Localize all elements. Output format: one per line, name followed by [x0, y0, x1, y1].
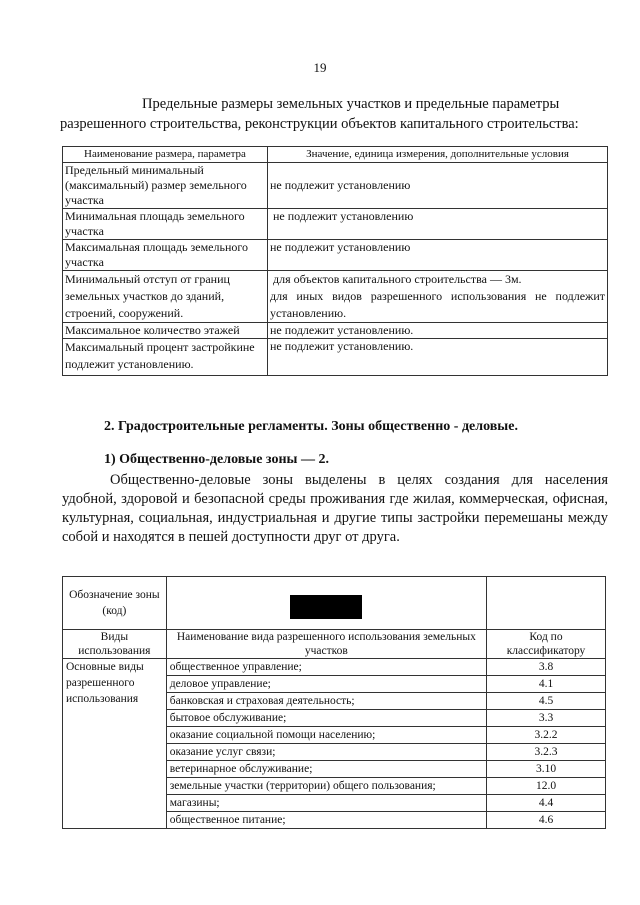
zone-group-label: Основные виды разрешенного использования — [63, 659, 167, 829]
table-row — [63, 240, 608, 271]
zone-use-code: 3.2.3 — [487, 744, 606, 761]
zone-use-code: 3.10 — [487, 761, 606, 778]
limits-header-name: Наименование размера, параметра — [63, 147, 268, 163]
limits-table-header — [63, 147, 608, 163]
zone-use-code: 4.6 — [487, 812, 606, 829]
zone-use-code: 12.0 — [487, 778, 606, 795]
zone-use-name: банковская и страховая деятельность; — [166, 693, 486, 710]
zone-empty-cell — [487, 577, 606, 630]
zone-use-name: деловое управление; — [166, 676, 486, 693]
table-row — [63, 659, 606, 676]
zone-use-code: 4.5 — [487, 693, 606, 710]
zone-table-header — [63, 630, 606, 659]
zone-use-code: 3.2.2 — [487, 727, 606, 744]
limits-row-name: Максимальная площадь земельного участка — [63, 240, 268, 271]
limits-row-value: не подлежит установлению — [268, 163, 608, 209]
zone-code-cell — [166, 577, 486, 630]
zone-table — [62, 576, 606, 829]
zone-use-name: оказание социальной помощи населению; — [166, 727, 486, 744]
zone-use-code: 3.3 — [487, 710, 606, 727]
limits-table — [62, 146, 608, 376]
section-title-line2: разрешенного строительства, реконструкции объектов капитального строительства: — [60, 116, 579, 132]
limits-row-name: Максимальный процент застройкине подлежит установлению. — [63, 339, 268, 376]
zone-header-type: Виды использования — [63, 630, 167, 659]
redacted-block — [290, 595, 362, 619]
table-row — [63, 163, 608, 209]
zone-description-text: Общественно-деловые зоны выделены в целях создания для населения удобной, здоровой и безопасной среды проживания где жилая, коммерческая, офисная, культурная, социальная, индустриальная и другие типы застройки перемешаны между собой и находятся в пешей доступности друг от друга. — [62, 472, 608, 545]
zone-use-name: земельные участки (территории) общего пользования; — [166, 778, 486, 795]
limits-row-value-cell — [268, 271, 608, 323]
limits-row-name: Минимальная площадь земельного участка — [63, 209, 268, 240]
limits-row-value: не подлежит установлению. — [268, 339, 608, 376]
limits-row-name: Предельный минимальный (максимальный) размер земельного участка — [63, 163, 268, 209]
limits-row-value: не подлежит установлению. — [268, 323, 608, 339]
zone-use-name: общественное управление; — [166, 659, 486, 676]
zone-designation-label: Обозначение зоны (код) — [63, 577, 167, 630]
zone-header-code: Код по классификатору — [487, 630, 606, 659]
heading-zone: 1) Общественно-деловые зоны — 2. — [104, 452, 329, 467]
zone-use-name: бытовое обслуживание; — [166, 710, 486, 727]
section-title — [60, 94, 600, 134]
limits-row-name: Максимальное количество этажей — [63, 323, 268, 339]
limits-header-value: Значение, единица измерения, дополнительные условия — [268, 147, 608, 163]
limits-row-value: не подлежит установлению — [268, 240, 608, 271]
zone-header-name: Наименование вида разрешенного использования земельных участков — [166, 630, 486, 659]
zone-use-code: 4.1 — [487, 676, 606, 693]
section-title-line1: Предельные размеры земельных участков и предельные параметры — [142, 96, 560, 112]
zone-use-name: магазины; — [166, 795, 486, 812]
zone-use-code: 3.8 — [487, 659, 606, 676]
zone-use-code: 4.4 — [487, 795, 606, 812]
limits-row-name: Минимальный отступ от границ земельных участков до зданий, строений, сооружений. — [63, 271, 268, 323]
zone-designation-row — [63, 577, 606, 630]
table-row — [63, 323, 608, 339]
zone-use-name: оказание услуг связи; — [166, 744, 486, 761]
limits-row-value: не подлежит установлению — [268, 209, 608, 240]
table-row — [63, 271, 608, 323]
heading-regulations: 2. Градостроительные регламенты. Зоны общественно - деловые. — [104, 419, 518, 434]
page-number: 19 — [313, 60, 327, 75]
limits-row-value: для объектов капитального строительства — 3м. — [270, 272, 522, 286]
zone-description — [62, 471, 608, 547]
limits-row-value-extra: для иных видов разрешенного использования не подлежит установлению. — [270, 289, 605, 320]
table-row — [63, 339, 608, 376]
table-row — [63, 209, 608, 240]
zone-use-name: общественное питание; — [166, 812, 486, 829]
zone-use-name: ветеринарное обслуживание; — [166, 761, 486, 778]
